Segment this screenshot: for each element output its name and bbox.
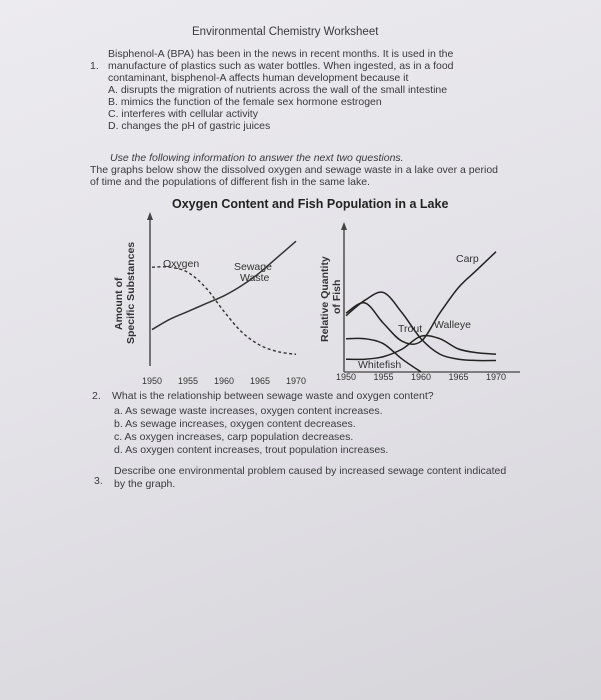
chart1-xtick-1: 1955: [177, 376, 199, 386]
chart2-y-arrow: [341, 222, 347, 230]
chart1-xtick-4: 1970: [285, 376, 307, 386]
chart1-xtick-0: 1950: [141, 376, 163, 386]
walleye-label: Walleye: [434, 319, 471, 331]
whitefish-label: Whitefish: [358, 359, 402, 371]
q3-line-1: Describe one environmental problem caused by increased sewage content indicated: [114, 465, 507, 477]
chart2-xtick-1: 1955: [373, 372, 394, 382]
chart2-xtick-2: 1960: [410, 372, 432, 382]
instructions-line-1: The graphs below show the dissolved oxygen and sewage waste in a lake over a period: [90, 164, 498, 176]
q2-question: What is the relationship between sewage waste and oxygen content?: [112, 390, 434, 402]
page-title: Environmental Chemistry Worksheet: [192, 26, 379, 38]
q2-option-b[interactable]: b. As sewage increases, oxygen content decreases.: [114, 418, 356, 430]
chart1-xtick-3: 1965: [249, 376, 271, 386]
chart1-ylabel-1: Amount of: [113, 277, 125, 330]
q2-number: 2.: [92, 390, 101, 402]
sewage-label-1: Sewage: [234, 261, 272, 273]
graph-title: Oxygen Content and Fish Population in a Lake: [172, 197, 449, 211]
q2-option-a[interactable]: a. As sewage waste increases, oxygen content increases.: [114, 405, 383, 417]
q1-line-2: manufacture of plastics such as water bottles. When ingested, as in a food: [108, 60, 454, 72]
q1-option-a[interactable]: A. disrupts the migration of nutrients across the wall of the small intestine: [108, 84, 448, 96]
q2-option-d[interactable]: d. As oxygen content increases, trout population increases.: [114, 444, 389, 456]
chart2-xtick-4: 1970: [485, 372, 507, 382]
q1-option-d[interactable]: D. changes the pH of gastric juices: [108, 120, 271, 132]
q1-line-3: contaminant, bisphenol-A affects human development because it: [108, 72, 409, 84]
chart1-ylabel-2: Specific Substances: [125, 241, 137, 344]
q3-number: 3.: [94, 475, 103, 487]
sewage-label-2: Waste: [240, 272, 270, 284]
instructions-line-2: of time and the populations of different fish in the same lake.: [90, 176, 370, 188]
chart2-ylabel-1: Relative Quantity: [319, 256, 331, 342]
q2-option-c[interactable]: c. As oxygen increases, carp population decreases.: [114, 431, 354, 443]
oxygen-label: Oxygen: [163, 258, 200, 270]
chart1-xtick-2: 1960: [213, 376, 235, 386]
trout-label: Trout: [398, 323, 423, 335]
instructions-italic: Use the following information to answer the next two questions.: [110, 152, 404, 164]
chart2-ylabel-2: of Fish: [331, 279, 343, 314]
q3-line-2: by the graph.: [114, 478, 176, 490]
carp-label: Carp: [456, 253, 479, 265]
q1-option-b[interactable]: B. mimics the function of the female sex hormone estrogen: [108, 96, 382, 108]
q1-option-c[interactable]: C. interferes with cellular activity: [108, 108, 258, 120]
q1-line-1: Bisphenol-A (BPA) has been in the news in recent months. It is used in the: [108, 48, 454, 60]
chart2-xtick-3: 1965: [448, 372, 469, 382]
q1-number: 1.: [90, 60, 99, 72]
chart2-xtick-0: 1950: [335, 372, 357, 382]
q3-answer-area[interactable]: [114, 495, 544, 655]
